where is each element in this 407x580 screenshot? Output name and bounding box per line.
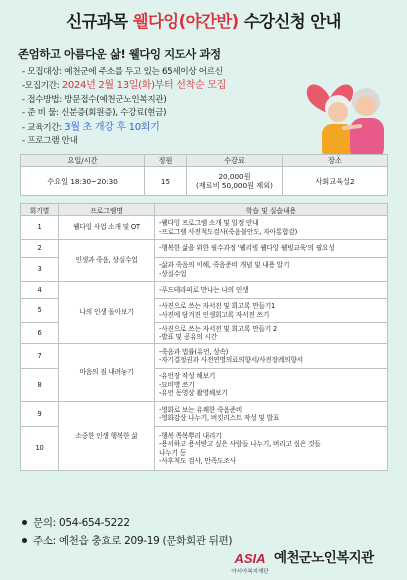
- program-table: [20, 203, 388, 471]
- svg-text:ASIA: ASIA: [234, 551, 266, 566]
- asia-foundation-logo: [226, 546, 274, 576]
- schedule-header-place: 장소: [283, 155, 388, 167]
- table-row: 1 웰다잉 사업 소개 및 OT -웰다잉 프로그램 소개 및 일정 안내 -프로그램 사전척도검사(죽음불안도, 자아통합감): [21, 216, 388, 240]
- schedule-header-fee: 수강료: [187, 155, 283, 167]
- table-row: 10 -행복 쪽복뿌리 내리기 -용서하고 용서받고 싶은 사람들 나누기, 버리고 싶은 것들 나누기 등 -사후척도 검사, 만족도조사: [21, 427, 388, 471]
- table-row: 2 인생과 죽음, 상실수업 -행복한 삶을 위한 필수과정 '웰리빙 웰다잉 웰빙교육'의 필요성: [21, 240, 388, 258]
- info-method: - 접수방법: 방문접수(예천군노인복지관): [22, 94, 167, 105]
- elderly-couple-illustration: [300, 68, 392, 160]
- org-name: 예천군노인복지관: [274, 550, 374, 566]
- program-group-name: 인생과 죽음, 상실수업: [59, 240, 155, 282]
- program-header-content: 학습 및 실습내용: [155, 204, 388, 216]
- bullet-icon: [22, 520, 27, 525]
- grandpa-face: [328, 102, 348, 122]
- contact-address: 주소: 예천읍 충효로 209-19 (문화회관 뒤편): [22, 532, 232, 550]
- schedule-header-capacity: 정원: [145, 155, 187, 167]
- grandma-face: [356, 96, 376, 116]
- svg-text:아시아복지재단: 아시아복지재단: [231, 569, 269, 575]
- program-group-name: 웰다잉 사업 소개 및 OT: [59, 216, 155, 240]
- schedule-header-time: 요일/시간: [21, 155, 145, 167]
- table-row: 5 -사진으로 쓰는 자서전 및 회고록 만들기1 -사진에 담겨진 인생회고록 자서전 쓰기: [21, 299, 388, 323]
- table-row: 6 -사진으로 쓰는 자서전 및 회고록 만들기 2 -발표 및 공유의 시간: [21, 323, 388, 344]
- program-header-name: 프로그램명: [59, 204, 155, 216]
- table-row: 9 소중한 인생 행복한 삶 -영화로 보는 유쾌한 죽음준비 -영화감상 나누기, 버킷리스트 작성 및 발표: [21, 402, 388, 427]
- table-row: 8 -유언장 작성 해보기 -묘비명 쓰기 -유언 동영상 촬영해보기: [21, 369, 388, 402]
- table-row: 3 -삶과 죽음의 이해, 죽음준비 개념 및 내용 알기 -상실수업: [21, 258, 388, 282]
- schedule-table: [20, 154, 388, 196]
- bullet-icon: [22, 538, 27, 543]
- info-target: - 모집대상: 예천군에 주소를 두고 있는 65세이상 어르신: [22, 67, 223, 77]
- schedule-place: 사회교육실2: [283, 167, 388, 196]
- info-edu-period: - 교육기간: 3월 초 개강 후 10회기: [22, 121, 160, 133]
- recruit-info: [22, 66, 322, 148]
- course-subtitle: 존엄하고 아름다운 삶! 웰다잉 지도사 과정: [18, 47, 221, 61]
- table-row: 4 나의 인생 돌아보기 -푸드테라피로 만나는 나의 인생: [21, 282, 388, 299]
- program-group-name: 소중한 인생 행복한 삶: [59, 402, 155, 471]
- title-highlight: 웰다잉(야간반): [132, 12, 239, 31]
- program-group-name: 나의 인생 돌아보기: [59, 282, 155, 344]
- table-row: 7 마음의 짐 내려놓기 -죽음과 법률(유언, 상속) -자기결정권과 사전연명의료의향서/사전장례의향서: [21, 344, 388, 369]
- info-supplies: - 준 비 물: 신분증(회원증), 수강료(현금): [22, 108, 167, 119]
- contact-info: [22, 514, 232, 550]
- schedule-fee: 20,000원 (재료비 50,000원 제외): [187, 167, 283, 196]
- schedule-capacity: 15: [145, 167, 187, 196]
- info-program: - 프로그램 안내: [22, 136, 78, 147]
- page-title: 신규과목 웰다잉(야간반) 수강신청 안내: [66, 12, 341, 31]
- program-header-session: 회기별: [21, 204, 59, 216]
- info-period: -모집기간: 2024년 2월 13일(화)부터 선착순 모집: [22, 80, 226, 92]
- program-group-name: 마음의 짐 내려놓기: [59, 344, 155, 402]
- contact-phone: 문의: 054-654-5222: [22, 514, 232, 532]
- schedule-time: 수요일 18:30~20:30: [21, 167, 145, 196]
